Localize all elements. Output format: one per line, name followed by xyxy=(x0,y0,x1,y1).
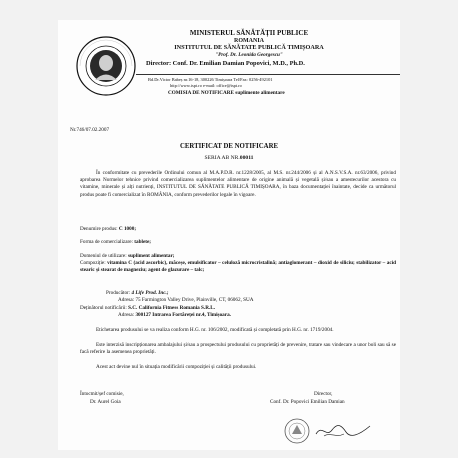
form-row xyxy=(80,239,396,246)
institute-subtitle: "Prof. Dr. Leonida Georgescu" xyxy=(215,52,283,58)
holder-address-row xyxy=(80,312,396,319)
institute-web: http://www.ispt.ro e-mail: office@ispt.ro xyxy=(170,83,242,88)
institute-address: Bd.Dr.Victor Babeș nr.16-18, 300226 Timișoara Tel/Fax: 0256-492101 xyxy=(148,77,273,82)
document-number: Nr.746/07.02.2007 xyxy=(70,127,110,133)
prohibition-paragraph: Este interzisă inscripționarea ambalajului și/sau a prospectului produsului cu proprietăți de prevenire, tratare sau vindecare a unor boli sau să se facă referire la asemenea proprietăți. xyxy=(80,342,396,356)
labeling-paragraph: Etichetarea produsului se va realiza conform H.G. nr. 106/2002, modificată și completată prin H.G. nr. 1719/2004. xyxy=(96,327,334,333)
product-name-label: Denumire produs: xyxy=(80,226,118,232)
director-line: Director: Conf. Dr. Emilian Damian Popovici, M.D., Ph.D. xyxy=(146,60,305,67)
form-value: tablete; xyxy=(134,239,152,245)
series-line xyxy=(58,156,400,162)
composition-value: vitamina C (acid ascorbic), măceșe, emulsificator – celuloză microcristalină; antiaglomerant – dioxid de siliciu; stabilizator – acid stearic și stearat de magneziu; agent de glazurare – talc; xyxy=(80,260,396,274)
ministry-title: MINISTERUL SĂNĂTĂȚII PUBLICE xyxy=(189,29,309,37)
holder-label: Deținătorul notificării: xyxy=(80,305,127,311)
director-name: Conf. Dr. Popovici Emilian Damian xyxy=(270,399,345,405)
producer-label: Producător: xyxy=(106,290,131,296)
composition-label: Compoziție: xyxy=(80,260,106,266)
holder-address-value: 300127 Intrarea Fortăreței nr.4, Timișoara. xyxy=(135,312,231,318)
form-label: Forma de comercializare: xyxy=(80,239,133,245)
certificate-page xyxy=(58,20,400,450)
producer-address-label: Adresa: xyxy=(118,297,135,303)
holder-value: S.C. California Fitness Romania S.R.L. xyxy=(128,305,216,311)
intro-paragraph: În conformitate cu prevederile Ordinului comun al M.A.P.D.R. nr.1228/2005, al M.S. nr.244/2006 și al A.N.S.V.S.A. nr.63/2006, privind aprobarea Normelor tehnice privind comercializarea suplimentelor alimentare de origine animală și vegetală și/sau a amestecurilor acestora cu vitamine, minerale și alți nutrienți, INSTITUTUL DE SĂNĂTATE PUBLICĂ TIMIȘOARA, în baza documentației înaintate, decide ca următorul produs poate fi comercializat în ROMÂNIA, conform prevederilor legale în vigoare. xyxy=(80,170,396,198)
compiler-role: Întocmit/șef comisie, xyxy=(80,391,124,397)
producer-value: 4 Life Prod. Inc.; xyxy=(131,290,169,296)
holder-address-label: Adresa: xyxy=(118,312,135,318)
domain-value: supliment alimentar; xyxy=(127,253,175,259)
producer-address-value: 75 Farmington Valley Drive, Plainville, CT, 06062, SUA xyxy=(135,297,254,303)
series-prefix: SERIA AB NR. xyxy=(204,155,240,161)
product-name-value: C 1000; xyxy=(118,226,137,232)
commission-title: COMISIA DE NOTIFICARE suplimente alimentare xyxy=(168,90,285,96)
producer-address-row xyxy=(80,297,396,304)
series-number: 00011 xyxy=(239,155,254,161)
official-stamp xyxy=(284,418,310,444)
compiler-name: Dr. Aurel Goia xyxy=(90,399,121,405)
country-title: ROMANIA xyxy=(234,38,264,44)
domain-label: Domeniul de utilizare: xyxy=(80,253,127,259)
institute-title: INSTITUTUL DE SĂNĂTATE PUBLICĂ TIMIȘOARA xyxy=(174,44,324,51)
director-signature xyxy=(314,422,372,440)
product-name-row xyxy=(80,226,396,233)
certificate-title: CERTIFICAT DE NOTIFICARE xyxy=(179,143,279,150)
validity-paragraph: Acest act devine nul în situația modificării compoziției și calității produsului. xyxy=(96,364,257,370)
composition-row xyxy=(80,260,396,274)
director-role: Director, xyxy=(314,391,333,397)
header-divider xyxy=(136,74,400,75)
